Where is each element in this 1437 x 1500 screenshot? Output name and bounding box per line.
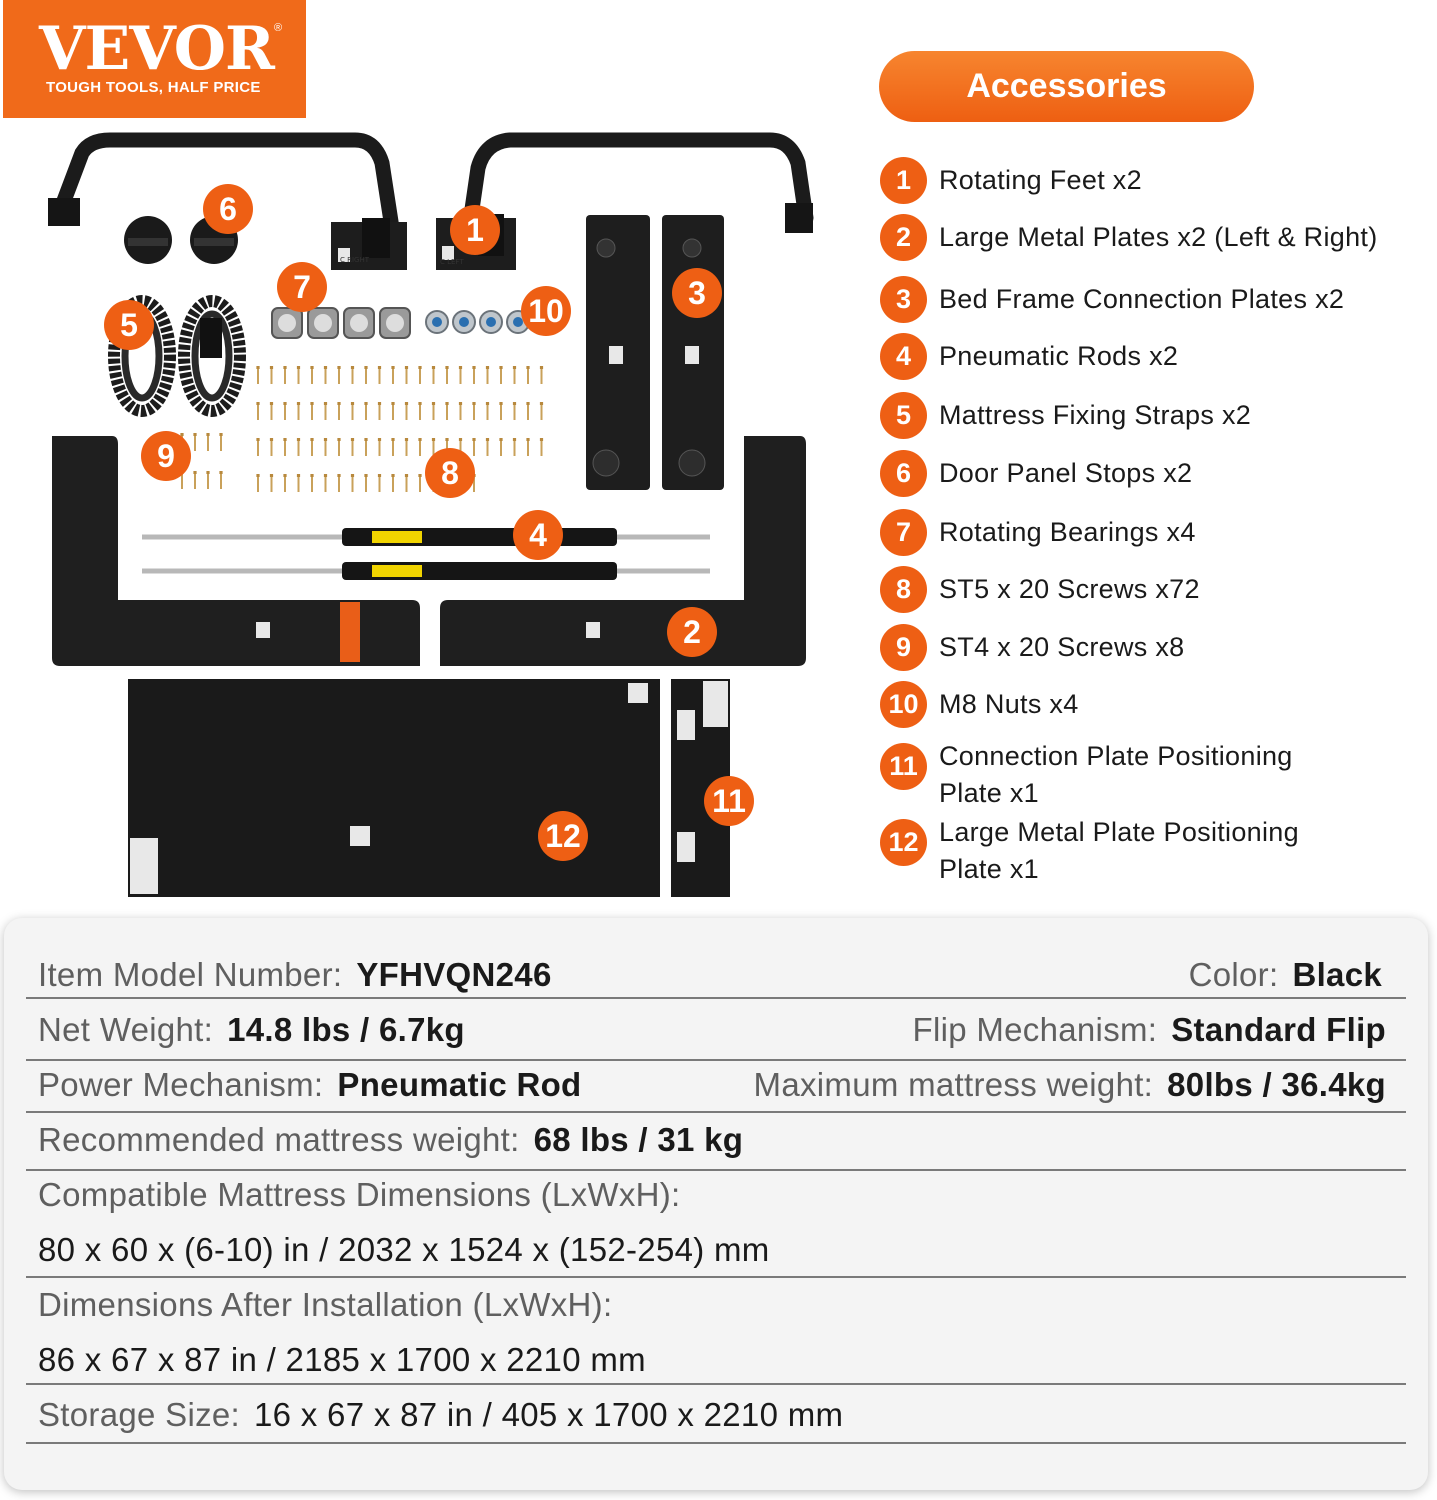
spec-divider bbox=[26, 1442, 1406, 1444]
spec-key: Flip Mechanism: bbox=[912, 1011, 1158, 1048]
accessory-item bbox=[880, 566, 1200, 613]
accessory-label: Door Panel Stops x2 bbox=[939, 458, 1193, 488]
illustration-badge-5: 5 bbox=[104, 300, 154, 350]
spec-divider bbox=[26, 1111, 1406, 1113]
illustration-badge-7: 7 bbox=[277, 262, 327, 312]
accessory-item bbox=[880, 814, 1359, 888]
spec-row-after-install-key bbox=[38, 1285, 612, 1325]
accessory-number-badge: 4 bbox=[880, 333, 927, 380]
accessory-number-badge: 7 bbox=[880, 509, 927, 556]
illustration-badge-2: 2 bbox=[667, 607, 717, 657]
spec-row-weight bbox=[38, 1010, 465, 1050]
accessory-item bbox=[880, 624, 1185, 671]
spec-row-compatible-key bbox=[38, 1175, 681, 1215]
accessory-number-badge: 1 bbox=[880, 157, 927, 204]
accessories-title: Accessories bbox=[879, 51, 1254, 122]
spec-value: 16 x 67 x 87 in / 405 x 1700 x 2210 mm bbox=[254, 1396, 844, 1433]
spec-divider bbox=[26, 1276, 1406, 1278]
spec-divider bbox=[26, 1169, 1406, 1171]
specifications-card bbox=[4, 918, 1428, 1490]
accessory-label: Rotating Bearings x4 bbox=[939, 517, 1196, 547]
accessory-number-badge: 5 bbox=[880, 392, 927, 439]
accessory-item bbox=[880, 738, 1359, 812]
spec-row-storage bbox=[38, 1395, 843, 1435]
accessory-number-badge: 8 bbox=[880, 566, 927, 613]
spec-row-compatible-value bbox=[38, 1230, 770, 1270]
logo-brand: VEVOR bbox=[39, 14, 274, 84]
accessory-number-badge: 9 bbox=[880, 624, 927, 671]
illustration-badge-9: 9 bbox=[141, 431, 191, 481]
logo-tagline: TOUGH TOOLS, HALF PRICE bbox=[46, 79, 261, 96]
vevor-logo bbox=[3, 0, 306, 118]
illustration-badge-4: 4 bbox=[513, 510, 563, 560]
spec-row-flip bbox=[913, 1010, 1386, 1050]
spec-row-after-install-value bbox=[38, 1340, 646, 1380]
illustration-badge-1: 1 bbox=[450, 205, 500, 255]
spec-key: Item Model Number: bbox=[38, 956, 343, 993]
accessory-label: Pneumatic Rods x2 bbox=[939, 341, 1179, 371]
accessory-label: Bed Frame Connection Plates x2 bbox=[939, 284, 1345, 314]
illustration-badge-8: 8 bbox=[425, 448, 475, 498]
spec-value: Standard Flip bbox=[1171, 1011, 1386, 1048]
c-right-label: C RIGHT bbox=[340, 256, 370, 264]
connection-plate-icon bbox=[586, 215, 724, 490]
spec-value: 14.8 lbs / 6.7kg bbox=[227, 1011, 465, 1048]
spec-divider bbox=[26, 997, 1406, 999]
spec-key: Recommended mattress weight: bbox=[38, 1121, 520, 1158]
spec-row-recommended-weight bbox=[38, 1120, 743, 1160]
accessory-item bbox=[880, 509, 1196, 556]
accessory-number-badge: 11 bbox=[880, 743, 927, 790]
spec-key: Storage Size: bbox=[38, 1396, 241, 1433]
accessory-number-badge: 2 bbox=[880, 214, 927, 261]
accessory-item bbox=[880, 157, 1142, 204]
spec-row-color bbox=[1189, 955, 1382, 995]
spec-key: Dimensions After Installation (LxWxH): bbox=[38, 1286, 613, 1323]
pneumatic-rod-icon bbox=[142, 528, 710, 580]
spec-key: Compatible Mattress Dimensions (LxWxH): bbox=[38, 1176, 681, 1213]
spec-row-max-weight bbox=[754, 1065, 1386, 1105]
accessory-item bbox=[880, 333, 1178, 380]
spec-value: 86 x 67 x 87 in / 2185 x 1700 x 2210 mm bbox=[38, 1341, 646, 1378]
spec-key: Net Weight: bbox=[38, 1011, 214, 1048]
illustration-badge-12: 12 bbox=[538, 811, 588, 861]
accessory-item bbox=[880, 214, 1378, 261]
spec-key: Color: bbox=[1188, 956, 1279, 993]
illustration-badge-10: 10 bbox=[521, 286, 571, 336]
logo-registered-mark: ® bbox=[274, 22, 283, 34]
accessory-label: ST4 x 20 Screws x8 bbox=[939, 632, 1185, 662]
rotating-bearing-icon bbox=[272, 308, 410, 338]
spec-divider bbox=[26, 1059, 1406, 1061]
accessory-label: Large Metal Plate Positioning Plate x1 bbox=[939, 817, 1299, 884]
m8-nut-icon bbox=[426, 311, 529, 333]
accessory-label: Large Metal Plates x2 (Left & Right) bbox=[939, 222, 1378, 252]
illustration-badge-11: 11 bbox=[704, 776, 754, 826]
accessory-item bbox=[880, 276, 1344, 323]
spec-value: 80 x 60 x (6-10) in / 2032 x 1524 x (152-254) mm bbox=[38, 1231, 770, 1268]
accessory-number-badge: 6 bbox=[880, 450, 927, 497]
accessory-label: M8 Nuts x4 bbox=[939, 689, 1079, 719]
spec-row-power bbox=[38, 1065, 582, 1105]
accessory-item bbox=[880, 392, 1251, 439]
accessory-item bbox=[880, 681, 1079, 728]
accessory-label: ST5 x 20 Screws x72 bbox=[939, 574, 1200, 604]
c-left-label: C LEFT bbox=[440, 258, 464, 266]
spec-divider bbox=[26, 1383, 1406, 1385]
spec-value: Black bbox=[1292, 956, 1382, 993]
accessory-label: Connection Plate Positioning Plate x1 bbox=[939, 741, 1293, 808]
spec-row-model bbox=[38, 955, 552, 995]
illustration-badge-6: 6 bbox=[203, 184, 253, 234]
accessory-number-badge: 12 bbox=[880, 819, 927, 866]
accessory-number-badge: 10 bbox=[880, 681, 927, 728]
accessory-label: Rotating Feet x2 bbox=[939, 165, 1142, 195]
spec-value: Pneumatic Rod bbox=[337, 1066, 582, 1103]
accessory-label: Mattress Fixing Straps x2 bbox=[939, 400, 1252, 430]
illustration-badge-3: 3 bbox=[672, 268, 722, 318]
accessory-item bbox=[880, 450, 1192, 497]
spec-value: 80lbs / 36.4kg bbox=[1167, 1066, 1386, 1103]
spec-key: Power Mechanism: bbox=[38, 1066, 324, 1103]
spec-key: Maximum mattress weight: bbox=[753, 1066, 1154, 1103]
spec-value: 68 lbs / 31 kg bbox=[533, 1121, 744, 1158]
spec-value: YFHVQN246 bbox=[356, 956, 552, 993]
accessory-number-badge: 3 bbox=[880, 276, 927, 323]
large-positioning-plate-icon bbox=[128, 679, 660, 897]
